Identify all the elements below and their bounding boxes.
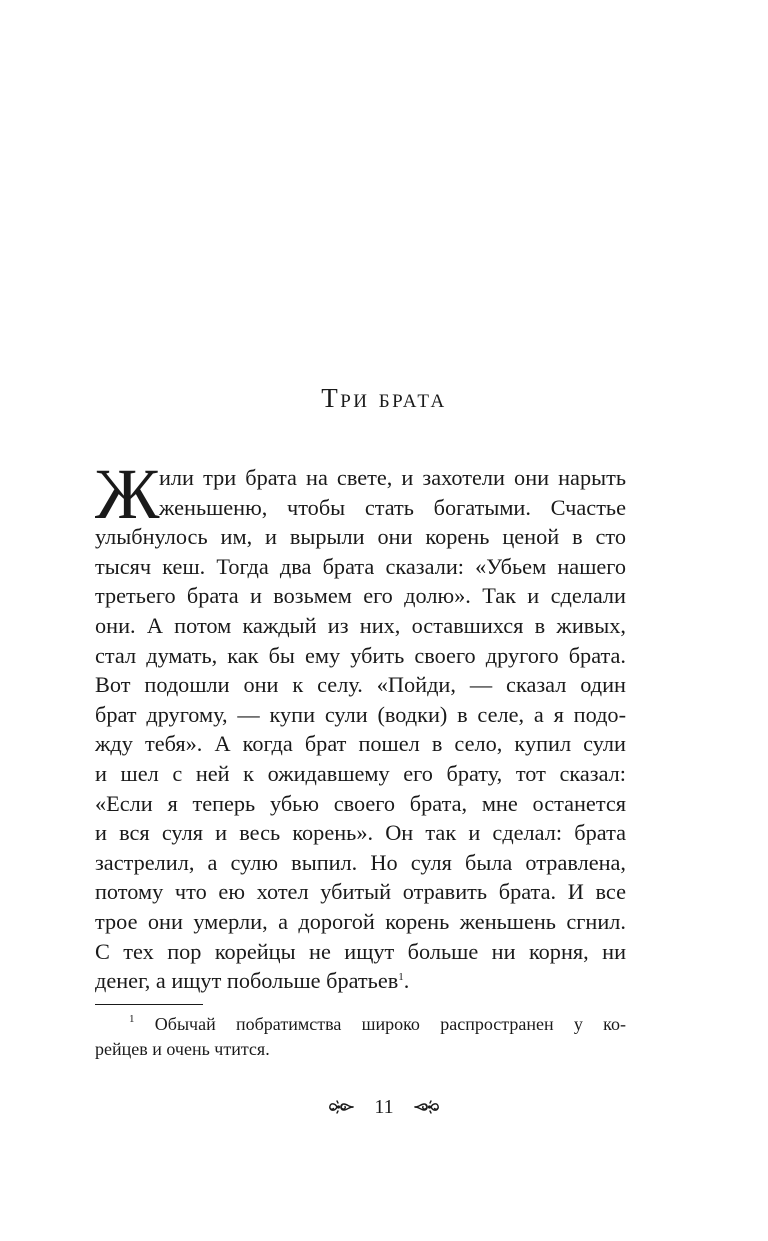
page-number: 11 (374, 1096, 394, 1119)
body-line: женьшеню, чтобы стать богатыми. Счастье (159, 494, 626, 520)
body-line: и вся суля и весь корень». Он так и сделал: брата (95, 820, 626, 846)
body-line-suffix: . (403, 968, 410, 994)
ornament-right-icon (413, 1097, 441, 1117)
body-line: трое они умерли, а дорогой корень женьшень сгнил. (95, 908, 626, 934)
page-footer (0, 1092, 768, 1121)
footnote-line: рейцев и очень чтится. (95, 1039, 270, 1059)
body-line: они. А потом каждый из них, оставшихся в живых, (95, 612, 626, 638)
body-line: тысяч кеш. Тогда два брата сказали: «Убьем нашего (95, 553, 626, 579)
body-line: С тех пор корейцы не ищут больше ни корня, ни (95, 938, 626, 964)
body-line: потому что ею хотел убитый отравить брата. И все (95, 879, 626, 905)
body-line: третьего брата и возьмем его долю». Так и сделали (95, 583, 626, 609)
body-line: улыбнулось им, и вырыли они корень ценой в сто (95, 524, 626, 550)
footnote-divider (95, 1004, 203, 1005)
body-line: или три брата на свете, и захотели они нарыть (159, 465, 626, 490)
body-line-text: денег, а ищут побольше братьев (95, 968, 399, 994)
footnote-text: Обычай побратимства широко распространен у ко- (154, 1014, 627, 1034)
drop-cap: Ж (95, 454, 160, 534)
footnote-reference[interactable]: 1 (398, 971, 404, 984)
chapter-title: Три брата (321, 383, 447, 413)
footnote (95, 1012, 626, 1062)
body-line: «Если я теперь убью своего брата, мне останется (95, 790, 626, 816)
footnote-marker: 1 (129, 1013, 135, 1025)
footnote-line (95, 1012, 626, 1037)
body-line: застрелил, а сулю выпил. Но суля была отравлена, (95, 849, 626, 875)
body-line: стал думать, как бы ему убить своего другого брата. (95, 642, 626, 668)
body-text (95, 454, 626, 996)
body-last-line (95, 966, 626, 996)
body-line: Вот подошли они к селу. «Пойди, — сказал один (95, 672, 626, 698)
ornament-left-icon (327, 1097, 355, 1117)
body-line: и шел с ней к ожидавшему его брату, тот сказал: (95, 760, 626, 786)
body-line: брат другому, — купи сули (водки) в селе, а я подо- (95, 701, 626, 727)
body-line: жду тебя». А когда брат пошел в село, купил сули (95, 731, 626, 757)
